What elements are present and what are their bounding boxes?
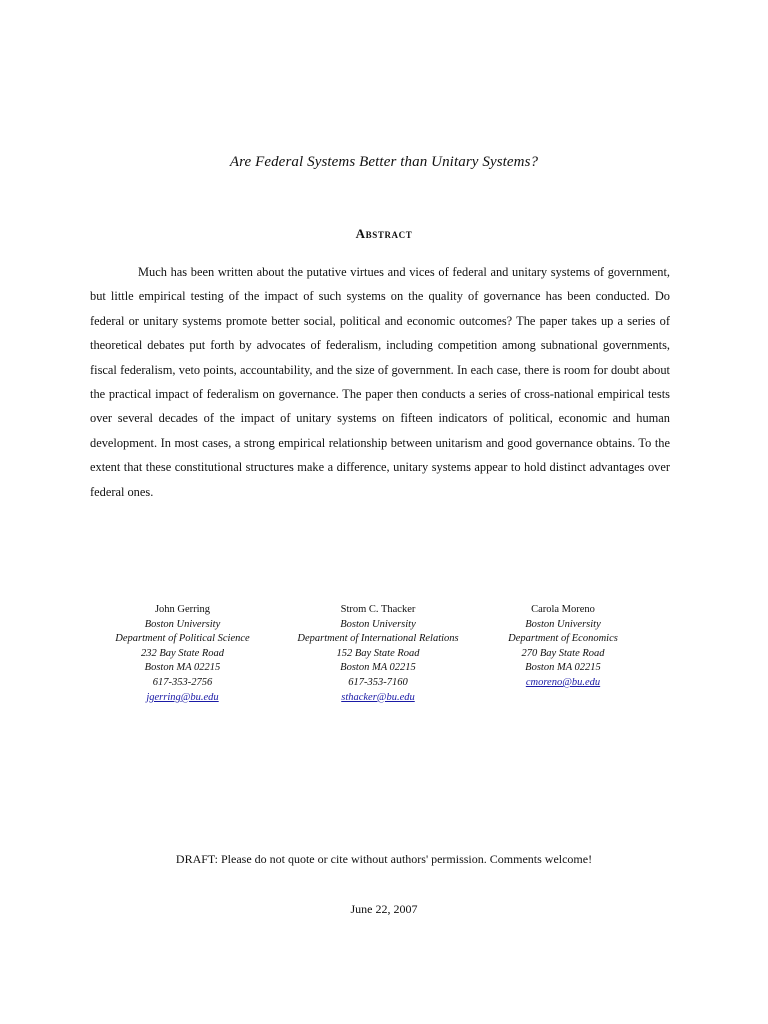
author-name: Strom C. Thacker: [340, 604, 416, 615]
author-block-moreno: [478, 603, 648, 691]
author-email-link[interactable]: cmoreno@bu.edu: [525, 676, 601, 688]
author-street: 232 Bay State Road: [140, 647, 225, 659]
document-date: June 22, 2007: [350, 902, 418, 916]
abstract-text: Much has been written about the putative virtues and vices of federal and unitary systems of government, but little empirical testing of the impact of such systems on the quality of governance has been conducted. Do federal or unitary systems promote better social, political and economic outcomes? The paper takes up a series of theoretical debates put forth by advocates of federalism, including competition among subnational governments, fiscal federalism, veto points, accountability, and the size of government. In each case, there is room for doubt about the practical impact of federalism on governance. The paper then conducts a series of cross-national empirical tests over several decades of the impact of unitary systems on fifteen indicators of political, economic and human development. In most cases, a strong empirical relationship between unitarism and good governance obtains. To the extent that these constitutional structures make a difference, unitary systems appear to hold distinct advantages over federal ones.: [90, 265, 670, 499]
author-name: Carola Moreno: [531, 604, 595, 615]
author-email-link[interactable]: jgerring@bu.edu: [146, 691, 219, 703]
author-department: Department of Political Science: [115, 633, 250, 645]
author-phone: 617-353-2756: [152, 676, 213, 688]
author-city: Boston MA 02215: [525, 662, 601, 674]
author-department: Department of Economics: [508, 633, 618, 645]
author-university: Boston University: [340, 618, 416, 630]
paper-title: Are Federal Systems Better than Unitary Systems?: [229, 154, 539, 170]
author-list: [90, 603, 690, 713]
draft-notice: DRAFT: Please do not quote or cite without authors' permission. Comments welcome!: [175, 852, 593, 866]
author-street: 270 Bay State Road: [521, 647, 605, 659]
author-university: Boston University: [144, 618, 221, 630]
author-phone: 617-353-7160: [348, 676, 408, 688]
author-street: 152 Bay State Road: [336, 647, 420, 659]
author-block-thacker: [273, 603, 483, 705]
author-department: Department of International Relations: [297, 633, 459, 645]
author-block-gerring: [90, 603, 275, 705]
abstract-heading: Abstract: [355, 226, 413, 241]
author-city: Boston MA 02215: [340, 662, 416, 674]
author-name: John Gerring: [154, 604, 211, 615]
author-university: Boston University: [525, 618, 601, 630]
author-email-link[interactable]: sthacker@bu.edu: [341, 691, 415, 703]
author-city: Boston MA 02215: [144, 662, 221, 674]
